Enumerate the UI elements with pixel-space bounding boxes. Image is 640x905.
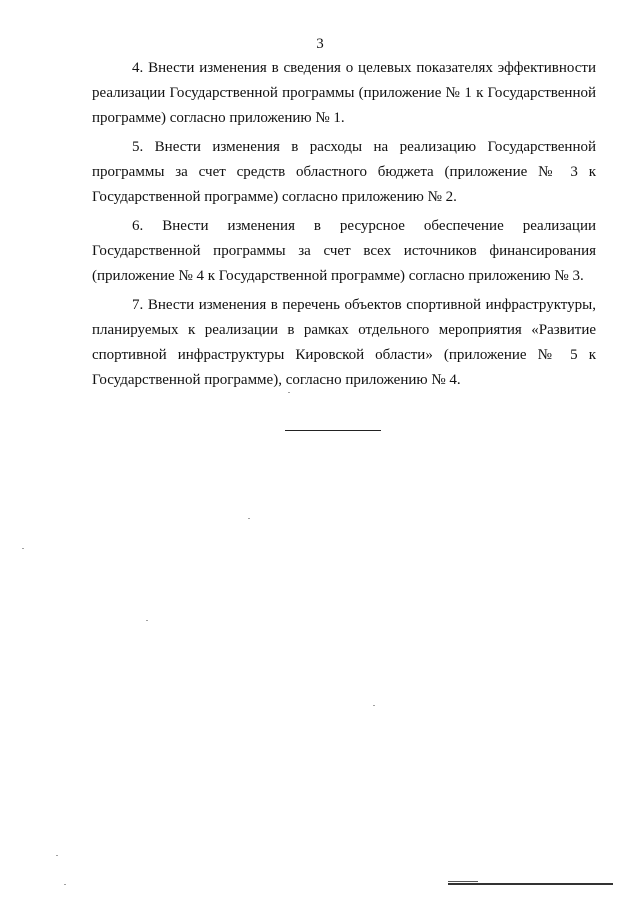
end-of-text-line (285, 430, 381, 431)
scan-speck (146, 620, 148, 621)
footer-rule (448, 883, 613, 885)
scan-speck (64, 884, 66, 885)
paragraph-item-7: 7. Внести изменения в перечень объектов спортивной инфраструктуры, планируемых к реализации в рамках отдельного мероприятия «Развитие спортивной инфраструктуры Кировской области» (приложение № 5 к Государственной программе), согласно приложению № 4. (92, 297, 596, 388)
paragraph-item-5: 5. Внести изменения в расходы на реализацию Государственной программы за счет средств областного бюджета (приложение № 3 к Государственной программе) согласно приложению № 2. (92, 139, 596, 205)
scan-speck (56, 855, 58, 856)
paragraph-item-6: 6. Внести изменения в ресурсное обеспечение реализации Государственной программы за счет всех источников финансирования (приложение № 4 к Государственной программе) согласно приложению № 3. (92, 218, 596, 284)
scan-speck (288, 392, 290, 393)
paragraph-item-4: 4. Внести изменения в сведения о целевых показателях эффективности реализации Государственной программы (приложение № 1 к Государственной программе) согласно приложению № 1. (92, 60, 596, 126)
scan-speck (22, 548, 24, 549)
document-body (92, 56, 596, 397)
page-number: 3 (316, 36, 324, 52)
scan-speck (373, 705, 375, 706)
scan-speck (248, 518, 250, 519)
